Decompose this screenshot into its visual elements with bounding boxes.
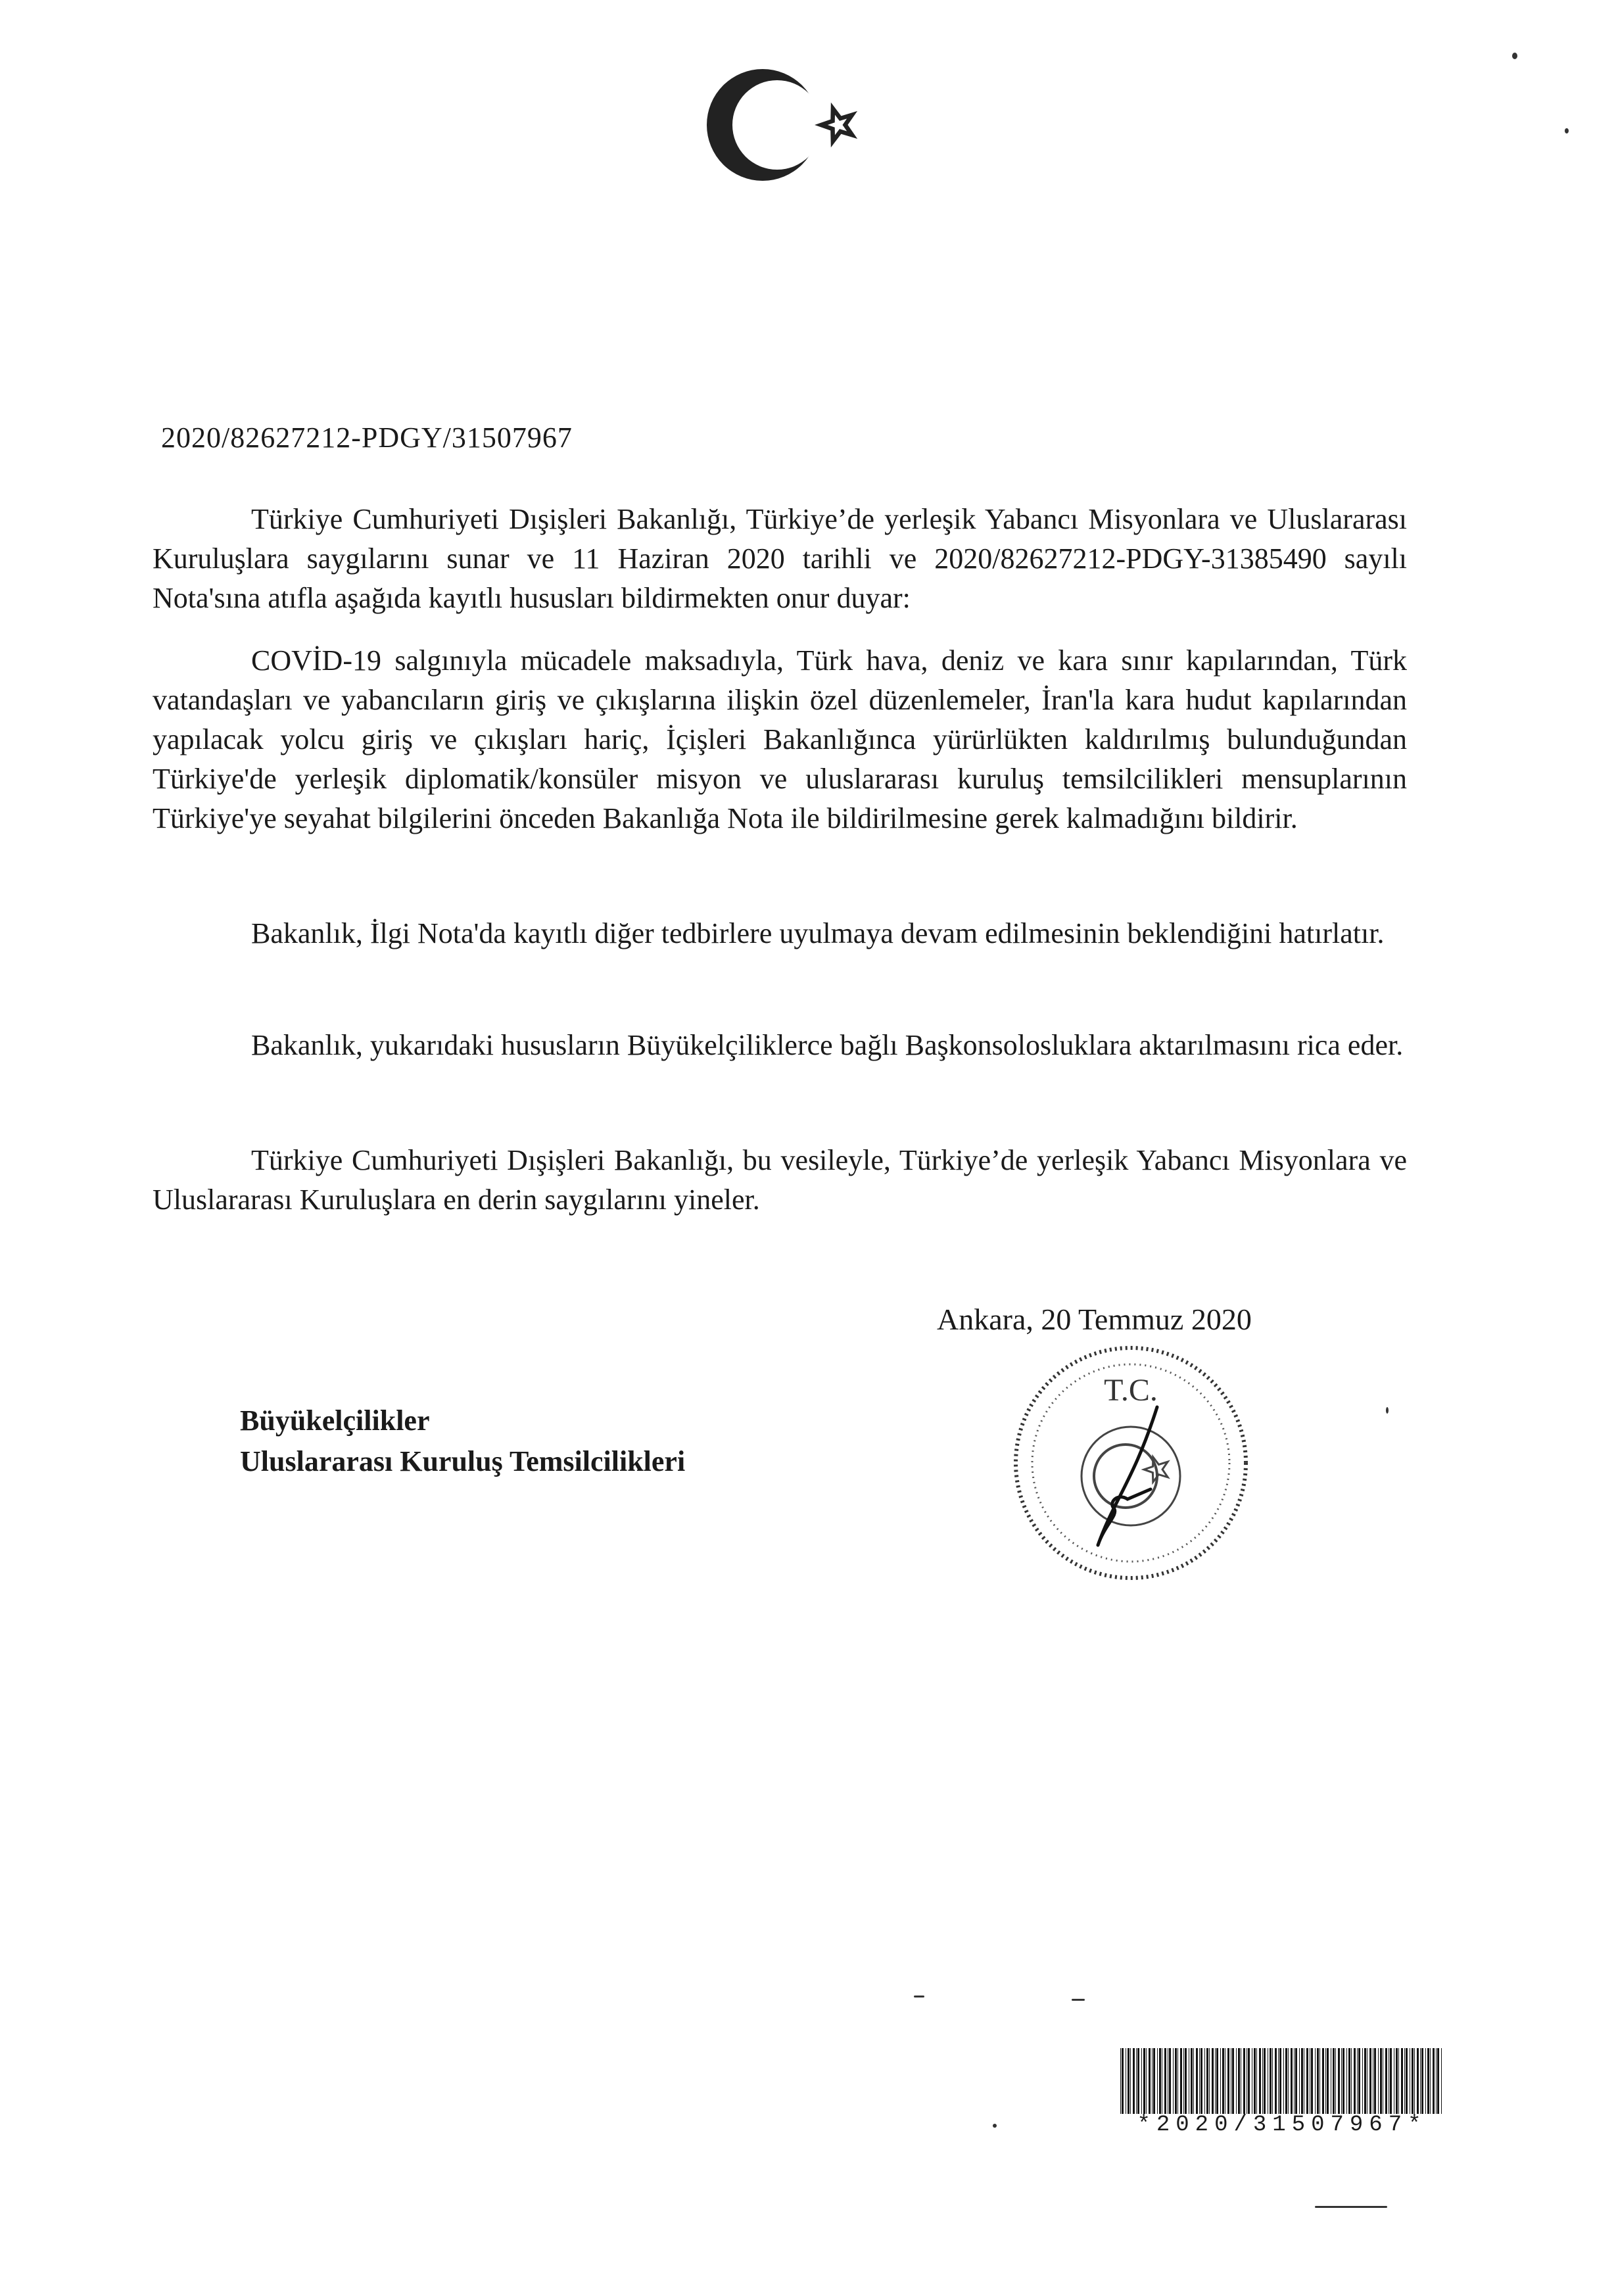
barcode-bar — [1141, 2048, 1142, 2114]
barcode-bar — [1322, 2048, 1324, 2114]
barcode-bar — [1130, 2048, 1131, 2114]
paragraph-request — [153, 1026, 1407, 1065]
barcode-bar — [1406, 2048, 1408, 2114]
scan-speck — [914, 1996, 924, 1997]
barcode-bar — [1295, 2048, 1297, 2114]
place-date: Ankara, 20 Temmuz 2020 — [937, 1303, 1252, 1336]
barcode-bar — [1215, 2048, 1216, 2114]
barcode-bar — [1177, 2048, 1178, 2114]
barcode-bar — [1357, 2048, 1358, 2114]
barcode-bar — [1420, 2048, 1421, 2114]
barcode-bar — [1262, 2048, 1263, 2114]
barcode-bar — [1398, 2048, 1399, 2114]
barcode-bar — [1412, 2048, 1414, 2114]
barcode-bar — [1200, 2048, 1202, 2114]
barcode-bar — [1437, 2048, 1439, 2114]
barcode-bar — [1311, 2048, 1313, 2114]
barcode-bar — [1191, 2048, 1193, 2114]
barcode-bar — [1180, 2048, 1182, 2114]
barcode-bar — [1133, 2048, 1135, 2114]
barcode-bar — [1291, 2048, 1293, 2114]
barcode-bar — [1385, 2048, 1387, 2114]
paragraph-covid-text: COVİD-19 salgınıyla mücadele maksadıyla, Türk hava, deniz ve kara sınır kapılarından, Türk vatandaşları ve yabancıların giriş ve çıkışlarına ilişkin özel düzenlemeler, İran'la kara hudut kapılarından yapılacak yolcu giriş ve çıkışları hariç, İçişleri Bakanlığınca yürürlükten kaldırılmış bulunduğundan Türkiye'de yerleşik diplomatik/konsüler misyon ve uluslararası kuruluş temsilcilikleri mensuplarının Türkiye'ye seyahat bilgilerini önceden Bakanlığa Nota ile bildirilmesine gerek kalmadığını bildirir. — [153, 644, 1407, 834]
barcode-bar — [1183, 2048, 1184, 2114]
barcode-bar — [1128, 2048, 1129, 2114]
barcode-bar — [1227, 2048, 1229, 2114]
barcode-bar — [1216, 2048, 1218, 2114]
barcode-bar — [1122, 2048, 1124, 2114]
barcode-bar — [1294, 2048, 1295, 2114]
barcode-bar — [1358, 2048, 1360, 2114]
barcode-bar — [1143, 2048, 1145, 2114]
barcode-icon — [1118, 2048, 1446, 2114]
barcode-bar — [1319, 2048, 1320, 2114]
barcode-bar — [1164, 2048, 1166, 2114]
barcode-bar — [1278, 2048, 1279, 2114]
scan-speck — [1315, 2206, 1387, 2208]
scan-speck — [1386, 1407, 1389, 1414]
barcode-bar — [1299, 2048, 1300, 2114]
scan-speck — [1072, 1999, 1085, 2001]
barcode-bar — [1175, 2048, 1177, 2114]
barcode-bar — [1206, 2048, 1208, 2114]
barcode-bar — [1272, 2048, 1273, 2114]
barcode-bar — [1335, 2048, 1336, 2114]
barcode-bar — [1120, 2048, 1121, 2114]
barcode-bar — [1417, 2048, 1419, 2114]
barcode-bar — [1436, 2048, 1437, 2114]
barcode-bar — [1315, 2048, 1316, 2114]
barcode-number: *2020/31507967* — [1137, 2113, 1427, 2138]
barcode-bar — [1338, 2048, 1340, 2114]
paragraph-request-text: Bakanlık, yukarıdaki hususların Büyükelçiliklerce bağlı Başkonsolosluklara aktarılmasını rica eder. — [251, 1029, 1404, 1061]
barcode-bar — [1404, 2048, 1405, 2114]
barcode-bar — [1348, 2048, 1350, 2114]
paragraph-greeting-text: Türkiye Cumhuriyeti Dışişleri Bakanlığı, Türkiye’de yerleşik Yabancı Misyonlara ve Uluslararası Kuruluşlara saygılarını sunar ve 11 Haziran 2020 tarihli ve 2020/82627212-PDGY-31385490 sayılı Nota'sına atıfla aşağıda kayıtlı hususları bildirmekten onur duyar: — [153, 503, 1407, 614]
barcode-bar — [1343, 2048, 1344, 2114]
barcode-bar — [1220, 2048, 1221, 2114]
barcode-bar — [1256, 2048, 1257, 2114]
barcode-bar — [1204, 2048, 1205, 2114]
barcode-bar — [1185, 2048, 1187, 2114]
barcode-bar — [1378, 2048, 1379, 2114]
paragraph-reminder — [153, 914, 1407, 953]
barcode-bar — [1433, 2048, 1435, 2114]
barcode-bar — [1196, 2048, 1198, 2114]
barcode-bar — [1146, 2048, 1147, 2114]
barcode-bar — [1264, 2048, 1266, 2114]
barcode-bar — [1374, 2048, 1376, 2114]
barcode-bar — [1173, 2048, 1174, 2114]
barcode-bar — [1285, 2048, 1287, 2114]
barcode-bar — [1430, 2048, 1431, 2114]
barcode-bar — [1279, 2048, 1281, 2114]
barcode-bar — [1333, 2048, 1335, 2114]
barcode-bar — [1212, 2048, 1214, 2114]
barcode-bar — [1327, 2048, 1329, 2114]
barcode-bar — [1325, 2048, 1326, 2114]
barcode-bar — [1136, 2048, 1137, 2114]
barcode-bar — [1283, 2048, 1284, 2114]
barcode-bar — [1275, 2048, 1277, 2114]
barcode-bar — [1351, 2048, 1352, 2114]
recipient-embassies: Büyükelçilikler — [240, 1404, 430, 1437]
barcode-bar — [1380, 2048, 1382, 2114]
barcode-bar — [1259, 2048, 1261, 2114]
seal-text: T.C. — [1104, 1373, 1158, 1408]
barcode-bar — [1301, 2048, 1303, 2114]
barcode-bar — [1364, 2048, 1366, 2114]
barcode-bar — [1441, 2048, 1442, 2114]
barcode-bar — [1414, 2048, 1415, 2114]
barcode-bar — [1288, 2048, 1289, 2114]
paragraph-closing-text: Türkiye Cumhuriyeti Dışişleri Bakanlığı, bu vesileyle, Türkiye’de yerleşik Yabancı Misyonlara ve Uluslararası Kuruluşlara en derin saygılarını yineler. — [153, 1144, 1407, 1216]
barcode-bar — [1425, 2048, 1426, 2114]
barcode-bar — [1137, 2048, 1139, 2114]
recipient-international-organizations: Uluslararası Kuruluş Temsilcilikleri — [240, 1445, 686, 1477]
barcode-bar — [1159, 2048, 1161, 2114]
barcode-bar — [1317, 2048, 1319, 2114]
barcode-bar — [1401, 2048, 1403, 2114]
barcode-bar — [1209, 2048, 1210, 2114]
barcode-bar — [1238, 2048, 1240, 2114]
barcode-bar — [1390, 2048, 1392, 2114]
barcode-bar — [1232, 2048, 1234, 2114]
barcode-bar — [1153, 2048, 1155, 2114]
barcode-bar — [1254, 2048, 1256, 2114]
barcode-bar — [1199, 2048, 1200, 2114]
crescent-star-icon — [697, 56, 868, 194]
barcode-bar — [1248, 2048, 1250, 2114]
barcode-bar — [1354, 2048, 1356, 2114]
paragraph-greeting — [153, 500, 1407, 618]
barcode-bar — [1236, 2048, 1237, 2114]
barcode-bar — [1362, 2048, 1363, 2114]
scan-speck — [1512, 53, 1517, 59]
barcode-bar — [1243, 2048, 1245, 2114]
barcode-bar — [1270, 2048, 1271, 2114]
barcode-bar — [1152, 2048, 1153, 2114]
scan-speck — [993, 2124, 997, 2128]
barcode-bar — [1341, 2048, 1342, 2114]
paragraph-closing — [153, 1141, 1407, 1220]
barcode-bar — [1421, 2048, 1423, 2114]
barcode-bar — [1427, 2048, 1429, 2114]
official-seal-icon — [999, 1328, 1262, 1604]
barcode-bar — [1396, 2048, 1398, 2114]
barcode-bar — [1149, 2048, 1151, 2114]
recipients — [240, 1400, 685, 1482]
barcode-bar — [1346, 2048, 1347, 2114]
barcode-bar — [1369, 2048, 1371, 2114]
paragraph-covid — [153, 641, 1407, 838]
paragraph-reminder-text: Bakanlık, İlgi Nota'da kayıtlı diğer tedbirlere uyulmaya devam edilmesinin beklendiğini hatırlatır. — [251, 917, 1385, 949]
barcode-bar — [1222, 2048, 1224, 2114]
barcode-bar — [1169, 2048, 1171, 2114]
reference-number: 2020/82627212-PDGY/31507967 — [161, 421, 573, 454]
scan-speck — [1565, 128, 1569, 133]
barcode-bar — [1193, 2048, 1194, 2114]
barcode-bar — [1157, 2048, 1158, 2114]
barcode-bar — [1306, 2048, 1308, 2114]
